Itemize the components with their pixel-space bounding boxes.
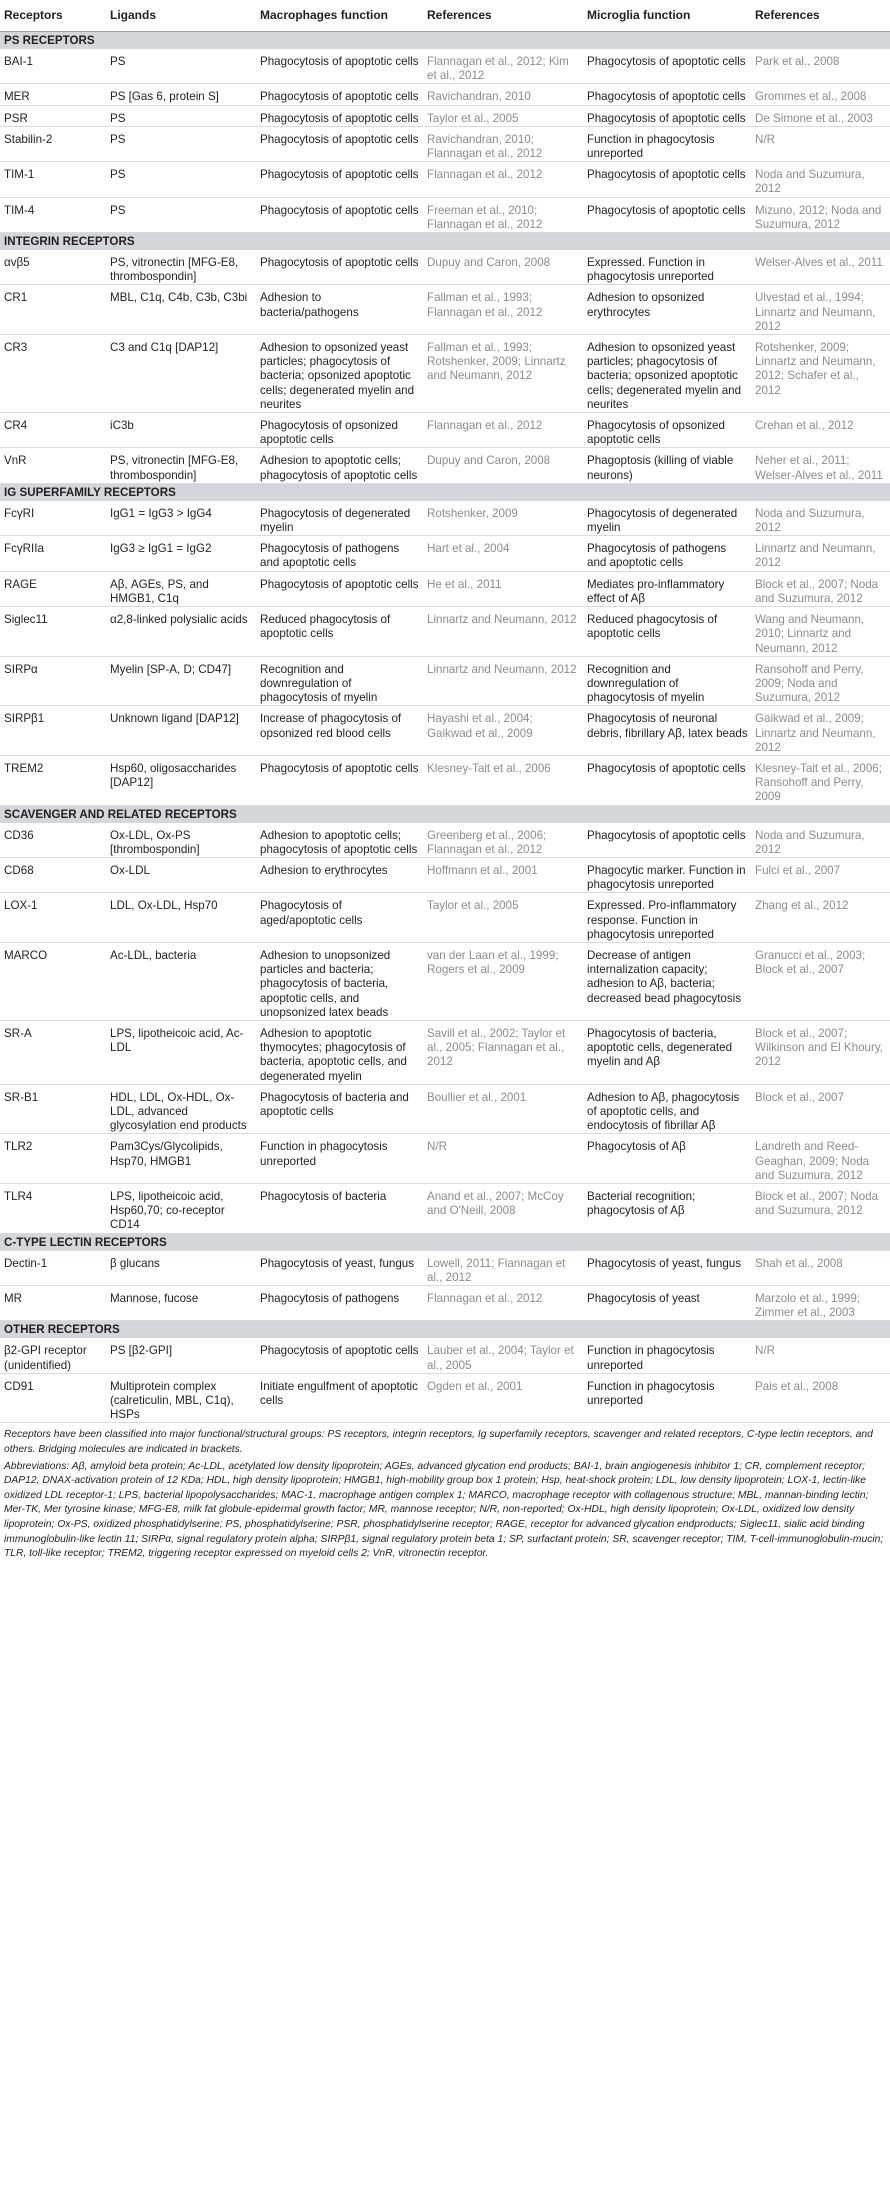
section-title: OTHER RECEPTORS [0, 1321, 890, 1339]
receptor-cell: TLR2 [0, 1134, 106, 1184]
receptor-cell: CR3 [0, 335, 106, 413]
microglia-reference-cell: Noda and Suzumura, 2012 [751, 162, 890, 197]
macrophage-function-cell: Phagocytosis of bacteria [256, 1184, 423, 1234]
ligands-cell: Mannose, fucose [106, 1286, 256, 1321]
microglia-function-cell: Phagocytosis of opsonized apoptotic cells [583, 413, 751, 448]
table-row [0, 84, 890, 105]
macrophage-function-cell: Phagocytosis of apoptotic cells [256, 250, 423, 285]
microglia-function-cell: Adhesion to Aβ, phagocytosis of apoptotic cells, and endocytosis of fibrillar Aβ [583, 1084, 751, 1134]
ligands-cell: HDL, LDL, Ox-HDL, Ox-LDL, advanced glycosylation end products [106, 1084, 256, 1134]
table-header [0, 0, 890, 32]
macrophage-function-cell: Phagocytosis of apoptotic cells [256, 571, 423, 606]
ligands-cell: Myelin [SP-A, D; CD47] [106, 656, 256, 706]
table-row [0, 755, 890, 805]
microglia-reference-cell: Block et al., 2007; Wilkinson and El Khoury, 2012 [751, 1020, 890, 1084]
section-title: IG SUPERFAMILY RECEPTORS [0, 483, 890, 501]
receptor-cell: TREM2 [0, 755, 106, 805]
ligands-cell: PS [106, 49, 256, 84]
ligands-cell: PS [106, 126, 256, 161]
microglia-function-cell: Phagocytosis of apoptotic cells [583, 162, 751, 197]
microglia-reference-cell: De Simone et al., 2003 [751, 105, 890, 126]
macrophage-function-cell: Phagocytosis of bacteria and apoptotic cells [256, 1084, 423, 1134]
receptor-cell: β2-GPI receptor (unidentified) [0, 1338, 106, 1373]
table-row [0, 197, 890, 232]
table-row [0, 706, 890, 756]
microglia-reference-cell: Crehan et al., 2012 [751, 413, 890, 448]
microglia-function-cell: Phagocytosis of yeast [583, 1286, 751, 1321]
microglia-function-cell: Adhesion to opsonized erythrocytes [583, 285, 751, 335]
macrophage-function-cell: Initiate engulfment of apoptotic cells [256, 1373, 423, 1423]
macrophage-reference-cell: Linnartz and Neumann, 2012 [423, 656, 583, 706]
ligands-cell: Ox-LDL, Ox-PS [thrombospondin] [106, 823, 256, 858]
macrophage-function-cell: Function in phagocytosis unreported [256, 1134, 423, 1184]
table-row [0, 1134, 890, 1184]
macrophage-reference-cell: Dupuy and Caron, 2008 [423, 448, 583, 483]
ligands-cell: PS [106, 162, 256, 197]
macrophage-reference-cell: van der Laan et al., 1999; Rogers et al., 2009 [423, 942, 583, 1020]
table-row [0, 1338, 890, 1373]
ligands-cell: Unknown ligand [DAP12] [106, 706, 256, 756]
macrophage-reference-cell: Hayashi et al., 2004; Gaikwad et al., 2009 [423, 706, 583, 756]
ligands-cell: PS, vitronectin [MFG-E8, thrombospondin] [106, 448, 256, 483]
section-header-row [0, 483, 890, 501]
microglia-reference-cell: Neher et al., 2011; Welser-Alves et al., 2011 [751, 448, 890, 483]
macrophage-function-cell: Adhesion to opsonized yeast particles; phagocytosis of bacteria; opsonized apoptotic cells; degenerated myelin and neurites [256, 335, 423, 413]
macrophage-function-cell: Phagocytosis of apoptotic cells [256, 126, 423, 161]
microglia-function-cell: Phagocytosis of apoptotic cells [583, 84, 751, 105]
macrophage-reference-cell: Freeman et al., 2010; Flannagan et al., 2012 [423, 197, 583, 232]
microglia-reference-cell: Granucci et al., 2003; Block et al., 2007 [751, 942, 890, 1020]
microglia-function-cell: Expressed. Pro-inflammatory response. Function in phagocytosis unreported [583, 893, 751, 943]
header-microglia-function: Microglia function [583, 0, 751, 32]
table-row [0, 893, 890, 943]
ligands-cell: LDL, Ox-LDL, Hsp70 [106, 893, 256, 943]
ligands-cell: Ox-LDL [106, 857, 256, 892]
macrophage-reference-cell: Lowell, 2011; Flannagan et al., 2012 [423, 1251, 583, 1286]
table-row [0, 1020, 890, 1084]
macrophage-reference-cell: Klesney-Tait et al., 2006 [423, 755, 583, 805]
macrophage-reference-cell: N/R [423, 1134, 583, 1184]
microglia-reference-cell: Pais et al., 2008 [751, 1373, 890, 1423]
ligands-cell: PS [106, 105, 256, 126]
receptor-cell: Dectin-1 [0, 1251, 106, 1286]
ligands-cell: Pam3Cys/Glycolipids, Hsp70, HMGB1 [106, 1134, 256, 1184]
ligands-cell: Aβ, AGEs, PS, and HMGB1, C1q [106, 571, 256, 606]
microglia-reference-cell: Shah et al., 2008 [751, 1251, 890, 1286]
classification-note: Receptors have been classified into major functional/structural groups: PS receptors, integrin receptors, Ig superfamily receptors, scavenger and related receptors, C-type lectin receptors, and others. Bridging molecules are indicated in brackets. [4, 1429, 873, 1456]
receptor-cell: BAI-1 [0, 49, 106, 84]
receptor-cell: CD36 [0, 823, 106, 858]
header-macrophages-function: Macrophages function [256, 0, 423, 32]
macrophage-reference-cell: Hoffmann et al., 2001 [423, 857, 583, 892]
microglia-reference-cell: Linnartz and Neumann, 2012 [751, 536, 890, 571]
ligands-cell: PS [106, 197, 256, 232]
table-row [0, 857, 890, 892]
abbreviations-note: Abbreviations: Aβ, amyloid beta protein; Ac-LDL, acetylated low density lipoprotein; AGEs, advanced glycation end products; BAI-1, brain angiogenesis inhibitor 1; CR, complement receptor; DAP12, DNAX-activation protein of 12 KDa; HDL, high density lipoprotein; HMGB1, high-mobility group box 1 protein; Hsp, heat-shock protein; LDL, low density lipoprotein; LOX-1, lectin-like oxidized LDL receptor-1; LPS, bacterial lipopolysaccharides; MAC-1, macrophage antigen complex 1; MARCO, macrophage receptor with collagenous structure; MBL, mannan-binding lectin; Mer-TK, Mer tyrosine kinase; MFG-E8, milk fat globule-epidermal growth factor; MR, mannose receptor; N/R, non-reported; Ox-HDL, high density lipoprotein; Ox-LDL, oxidized low density lipoprotein; Ox-PS, oxidized phosphatidylserine; PS, phosphatidylserine; PSR, phosphatidylserine receptor; RAGE, receptor for advanced glycation endproducts; Siglec11, sialic acid binding immunoglobulin-like lectin 11; SIRPα, signal regulatory protein alpha; SIRPβ1, signal regulatory protein beta 1; SP, surfactant protein; SR, scavenger receptor; TIM, T-cell-immunoglobulin-mucin; TLR, toll-like receptor; TREM2, triggering receptor expressed on myeloid cells 2; VnR, vitronectin receptor. [4, 1460, 884, 1560]
macrophage-reference-cell: Ogden et al., 2001 [423, 1373, 583, 1423]
table-row [0, 105, 890, 126]
table-body [0, 32, 890, 1423]
microglia-function-cell: Phagoptosis (killing of viable neurons) [583, 448, 751, 483]
receptor-cell: CR1 [0, 285, 106, 335]
section-header-row [0, 1321, 890, 1339]
table-row [0, 607, 890, 657]
table-row [0, 162, 890, 197]
receptor-cell: SIRPα [0, 656, 106, 706]
table-row [0, 536, 890, 571]
microglia-reference-cell: N/R [751, 1338, 890, 1373]
ligands-cell: β glucans [106, 1251, 256, 1286]
macrophage-reference-cell: Greenberg et al., 2006; Flannagan et al., 2012 [423, 823, 583, 858]
header-receptors: Receptors [0, 0, 106, 32]
macrophage-function-cell: Phagocytosis of aged/apoptotic cells [256, 893, 423, 943]
ligands-cell: IgG1 = IgG3 > IgG4 [106, 501, 256, 536]
macrophage-function-cell: Adhesion to erythrocytes [256, 857, 423, 892]
macrophage-function-cell: Phagocytosis of degenerated myelin [256, 501, 423, 536]
macrophage-reference-cell: Flannagan et al., 2012 [423, 413, 583, 448]
ligands-cell: α2,8-linked polysialic acids [106, 607, 256, 657]
table-row [0, 1084, 890, 1134]
macrophage-function-cell: Phagocytosis of pathogens [256, 1286, 423, 1321]
header-ligands: Ligands [106, 0, 256, 32]
ligands-cell: iC3b [106, 413, 256, 448]
microglia-function-cell: Phagocytosis of apoptotic cells [583, 49, 751, 84]
microglia-function-cell: Phagocytosis of apoptotic cells [583, 105, 751, 126]
macrophage-reference-cell: Dupuy and Caron, 2008 [423, 250, 583, 285]
microglia-function-cell: Phagocytosis of apoptotic cells [583, 755, 751, 805]
table-row [0, 335, 890, 413]
microglia-function-cell: Phagocytosis of Aβ [583, 1134, 751, 1184]
macrophage-reference-cell: Ravichandran, 2010; Flannagan et al., 2012 [423, 126, 583, 161]
ligands-cell: PS [β2-GPI] [106, 1338, 256, 1373]
macrophage-function-cell: Phagocytosis of opsonized apoptotic cells [256, 413, 423, 448]
macrophage-reference-cell: Fallman et al., 1993; Flannagan et al., 2012 [423, 285, 583, 335]
macrophage-function-cell: Reduced phagocytosis of apoptotic cells [256, 607, 423, 657]
macrophage-function-cell: Adhesion to bacteria/pathogens [256, 285, 423, 335]
section-header-row [0, 1233, 890, 1251]
receptor-cell: RAGE [0, 571, 106, 606]
microglia-function-cell: Mediates pro-inflammatory effect of Aβ [583, 571, 751, 606]
microglia-reference-cell: Ransohoff and Perry, 2009; Noda and Suzumura, 2012 [751, 656, 890, 706]
macrophage-function-cell: Phagocytosis of apoptotic cells [256, 1338, 423, 1373]
microglia-function-cell: Reduced phagocytosis of apoptotic cells [583, 607, 751, 657]
macrophage-reference-cell: Flannagan et al., 2012 [423, 162, 583, 197]
ligands-cell: IgG3 ≥ IgG1 = IgG2 [106, 536, 256, 571]
macrophage-function-cell: Adhesion to apoptotic cells; phagocytosis of apoptotic cells [256, 823, 423, 858]
microglia-reference-cell: Landreth and Reed-Geaghan, 2009; Noda and Suzumura, 2012 [751, 1134, 890, 1184]
receptor-cell: TLR4 [0, 1184, 106, 1234]
microglia-function-cell: Phagocytosis of bacteria, apoptotic cells, degenerated myelin and Aβ [583, 1020, 751, 1084]
microglia-function-cell: Function in phagocytosis unreported [583, 1373, 751, 1423]
macrophage-function-cell: Adhesion to apoptotic thymocytes; phagocytosis of bacteria, apoptotic cells, and degenerated myelin [256, 1020, 423, 1084]
receptor-cell: VnR [0, 448, 106, 483]
microglia-function-cell: Phagocytosis of apoptotic cells [583, 197, 751, 232]
microglia-reference-cell: Block et al., 2007 [751, 1084, 890, 1134]
table-row [0, 942, 890, 1020]
macrophage-function-cell: Phagocytosis of apoptotic cells [256, 84, 423, 105]
microglia-function-cell: Adhesion to opsonized yeast particles; phagocytosis of bacteria; opsonized apoptotic cells; degenerated myelin and neurites [583, 335, 751, 413]
microglia-reference-cell: Noda and Suzumura, 2012 [751, 823, 890, 858]
receptor-cell: PSR [0, 105, 106, 126]
microglia-reference-cell: Klesney-Tait et al., 2006; Ransohoff and Perry, 2009 [751, 755, 890, 805]
macrophage-reference-cell: Hart et al., 2004 [423, 536, 583, 571]
table-row [0, 823, 890, 858]
macrophage-function-cell: Recognition and downregulation of phagocytosis of myelin [256, 656, 423, 706]
microglia-function-cell: Phagocytosis of pathogens and apoptotic cells [583, 536, 751, 571]
microglia-function-cell: Phagocytic marker. Function in phagocytosis unreported [583, 857, 751, 892]
ligands-cell: MBL, C1q, C4b, C3b, C3bi [106, 285, 256, 335]
macrophage-function-cell: Adhesion to apoptotic cells; phagocytosis of apoptotic cells [256, 448, 423, 483]
header-macrophage-references: References [423, 0, 583, 32]
table-row [0, 571, 890, 606]
microglia-function-cell: Expressed. Function in phagocytosis unreported [583, 250, 751, 285]
ligands-cell: PS, vitronectin [MFG-E8, thrombospondin] [106, 250, 256, 285]
macrophage-reference-cell: Taylor et al., 2005 [423, 105, 583, 126]
receptor-cell: αvβ5 [0, 250, 106, 285]
macrophage-reference-cell: Flannagan et al., 2012; Kim et al., 2012 [423, 49, 583, 84]
macrophage-function-cell: Increase of phagocytosis of opsonized red blood cells [256, 706, 423, 756]
microglia-reference-cell: Noda and Suzumura, 2012 [751, 501, 890, 536]
header-row [0, 0, 890, 32]
microglia-reference-cell: Welser-Alves et al., 2011 [751, 250, 890, 285]
table-row [0, 448, 890, 483]
macrophage-reference-cell: Fallman et al., 1993; Rotshenker, 2009; Linnartz and Neumann, 2012 [423, 335, 583, 413]
microglia-reference-cell: Block et al., 2007; Noda and Suzumura, 2012 [751, 1184, 890, 1234]
microglia-reference-cell: N/R [751, 126, 890, 161]
macrophage-function-cell: Phagocytosis of yeast, fungus [256, 1251, 423, 1286]
receptor-cell: CD91 [0, 1373, 106, 1423]
macrophage-reference-cell: Boullier et al., 2001 [423, 1084, 583, 1134]
receptor-cell: SIRPβ1 [0, 706, 106, 756]
microglia-reference-cell: Fulci et al., 2007 [751, 857, 890, 892]
macrophage-reference-cell: Flannagan et al., 2012 [423, 1286, 583, 1321]
receptor-cell: FcγRI [0, 501, 106, 536]
table-notes [0, 1423, 890, 1561]
receptor-cell: CR4 [0, 413, 106, 448]
table-row [0, 250, 890, 285]
ligands-cell: LPS, lipotheicoic acid, Ac-LDL [106, 1020, 256, 1084]
receptor-cell: SR-A [0, 1020, 106, 1084]
macrophage-function-cell: Phagocytosis of apoptotic cells [256, 105, 423, 126]
section-title: PS RECEPTORS [0, 32, 890, 50]
table-row [0, 1286, 890, 1321]
table-row [0, 1251, 890, 1286]
receptor-cell: MARCO [0, 942, 106, 1020]
table-row [0, 126, 890, 161]
macrophage-function-cell: Phagocytosis of apoptotic cells [256, 49, 423, 84]
microglia-function-cell: Function in phagocytosis unreported [583, 1338, 751, 1373]
section-title: C-TYPE LECTIN RECEPTORS [0, 1233, 890, 1251]
macrophage-function-cell: Adhesion to unopsonized particles and bacteria; phagocytosis of bacteria, apoptotic cells, and unopsonized latex beads [256, 942, 423, 1020]
microglia-reference-cell: Gaikwad et al., 2009; Linnartz and Neumann, 2012 [751, 706, 890, 756]
table-row [0, 501, 890, 536]
receptor-cell: Stabilin-2 [0, 126, 106, 161]
receptor-cell: LOX-1 [0, 893, 106, 943]
macrophage-reference-cell: Rotshenker, 2009 [423, 501, 583, 536]
microglia-function-cell: Function in phagocytosis unreported [583, 126, 751, 161]
table-row [0, 49, 890, 84]
microglia-reference-cell: Block et al., 2007; Noda and Suzumura, 2012 [751, 571, 890, 606]
section-title: INTEGRIN RECEPTORS [0, 233, 890, 251]
macrophage-reference-cell: Anand et al., 2007; McCoy and O'Neill, 2008 [423, 1184, 583, 1234]
ligands-cell: C3 and C1q [DAP12] [106, 335, 256, 413]
macrophage-reference-cell: He et al., 2011 [423, 571, 583, 606]
microglia-reference-cell: Zhang et al., 2012 [751, 893, 890, 943]
microglia-reference-cell: Ulvestad et al., 1994; Linnartz and Neumann, 2012 [751, 285, 890, 335]
section-title: SCAVENGER AND RELATED RECEPTORS [0, 805, 890, 823]
microglia-function-cell: Bacterial recognition; phagocytosis of Aβ [583, 1184, 751, 1234]
table-row [0, 1184, 890, 1234]
microglia-reference-cell: Park et al., 2008 [751, 49, 890, 84]
ligands-cell: PS [Gas 6, protein S] [106, 84, 256, 105]
ligands-cell: Hsp60, oligosaccharides [DAP12] [106, 755, 256, 805]
ligands-cell: Multiprotein complex (calreticulin, MBL, C1q), HSPs [106, 1373, 256, 1423]
macrophage-function-cell: Phagocytosis of apoptotic cells [256, 755, 423, 805]
macrophage-function-cell: Phagocytosis of pathogens and apoptotic cells [256, 536, 423, 571]
section-header-row [0, 233, 890, 251]
ligands-cell: LPS, lipotheicoic acid, Hsp60,70; co-receptor CD14 [106, 1184, 256, 1234]
microglia-reference-cell: Wang and Neumann, 2010; Linnartz and Neumann, 2012 [751, 607, 890, 657]
table-row [0, 1373, 890, 1423]
macrophage-function-cell: Phagocytosis of apoptotic cells [256, 162, 423, 197]
header-microglia-references: References [751, 0, 890, 32]
receptor-cell: TIM-4 [0, 197, 106, 232]
microglia-function-cell: Phagocytosis of yeast, fungus [583, 1251, 751, 1286]
ligands-cell: Ac-LDL, bacteria [106, 942, 256, 1020]
section-header-row [0, 32, 890, 50]
microglia-reference-cell: Grommes et al., 2008 [751, 84, 890, 105]
macrophage-reference-cell: Linnartz and Neumann, 2012 [423, 607, 583, 657]
receptor-cell: Siglec11 [0, 607, 106, 657]
macrophage-reference-cell: Taylor et al., 2005 [423, 893, 583, 943]
macrophage-reference-cell: Ravichandran, 2010 [423, 84, 583, 105]
microglia-function-cell: Decrease of antigen internalization capacity; adhesion to Aβ, bacteria; decreased bead phagocytosis [583, 942, 751, 1020]
microglia-reference-cell: Mizuno, 2012; Noda and Suzumura, 2012 [751, 197, 890, 232]
table-row [0, 285, 890, 335]
receptor-cell: SR-B1 [0, 1084, 106, 1134]
section-header-row [0, 805, 890, 823]
microglia-reference-cell: Rotshenker, 2009; Linnartz and Neumann, 2012; Schafer et al., 2012 [751, 335, 890, 413]
microglia-reference-cell: Marzolo et al., 1999; Zimmer et al., 2003 [751, 1286, 890, 1321]
microglia-function-cell: Phagocytosis of apoptotic cells [583, 823, 751, 858]
macrophage-reference-cell: Lauber et al., 2004; Taylor et al., 2005 [423, 1338, 583, 1373]
receptor-cell: CD68 [0, 857, 106, 892]
receptor-cell: MR [0, 1286, 106, 1321]
macrophage-reference-cell: Savill et al., 2002; Taylor et al., 2005; Flannagan et al., 2012 [423, 1020, 583, 1084]
receptor-cell: MER [0, 84, 106, 105]
microglia-function-cell: Phagocytosis of neuronal debris, fibrillary Aβ, latex beads [583, 706, 751, 756]
table-row [0, 656, 890, 706]
microglia-function-cell: Recognition and downregulation of phagocytosis of myelin [583, 656, 751, 706]
table-row [0, 413, 890, 448]
receptor-cell: FcγRIIa [0, 536, 106, 571]
microglia-function-cell: Phagocytosis of degenerated myelin [583, 501, 751, 536]
receptor-cell: TIM-1 [0, 162, 106, 197]
macrophage-function-cell: Phagocytosis of apoptotic cells [256, 197, 423, 232]
